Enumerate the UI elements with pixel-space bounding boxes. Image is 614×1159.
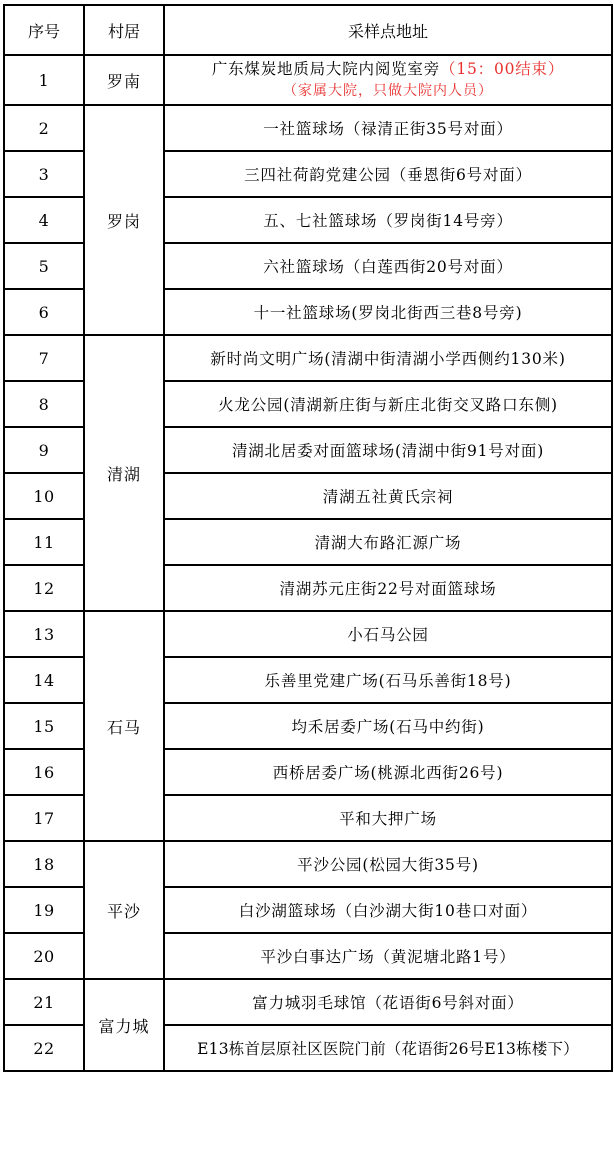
row-address: E13栋首层原社区医院门前（花语街26号E13栋楼下） bbox=[164, 1025, 612, 1071]
table-row bbox=[4, 611, 612, 657]
row-address: 小石马公园 bbox=[164, 611, 612, 657]
village-cell: 罗南 bbox=[84, 55, 164, 105]
table-row bbox=[4, 841, 612, 887]
row-no: 19 bbox=[4, 887, 84, 933]
row-no: 1 bbox=[4, 55, 84, 105]
row-address: 清湖大布路汇源广场 bbox=[164, 519, 612, 565]
row-address bbox=[164, 55, 612, 105]
address-text: 广东煤炭地质局大院内阅览室旁 bbox=[211, 60, 441, 78]
row-address: 富力城羽毛球馆（花语街6号斜对面） bbox=[164, 979, 612, 1025]
row-address: 平沙白事达广场（黄泥塘北路1号） bbox=[164, 933, 612, 979]
table-row bbox=[4, 979, 612, 1025]
row-address: 白沙湖篮球场（白沙湖大街10巷口对面） bbox=[164, 887, 612, 933]
row-no: 16 bbox=[4, 749, 84, 795]
row-address: 清湖五社黄氏宗祠 bbox=[164, 473, 612, 519]
row-no: 8 bbox=[4, 381, 84, 427]
row-address: 十一社篮球场(罗岗北街西三巷8号旁) bbox=[164, 289, 612, 335]
row-address: 六社篮球场（白莲西街20号对面） bbox=[164, 243, 612, 289]
row-address: 火龙公园(清湖新庄街与新庄北街交叉路口东侧) bbox=[164, 381, 612, 427]
row-no: 18 bbox=[4, 841, 84, 887]
header-address: 采样点地址 bbox=[164, 5, 612, 55]
row-no: 9 bbox=[4, 427, 84, 473]
row-no: 13 bbox=[4, 611, 84, 657]
row-address: 清湖北居委对面篮球场(清湖中街91号对面) bbox=[164, 427, 612, 473]
row-no: 22 bbox=[4, 1025, 84, 1071]
row-address: 平沙公园(松园大街35号) bbox=[164, 841, 612, 887]
row-no: 17 bbox=[4, 795, 84, 841]
address-highlight: （15：00结束） bbox=[440, 60, 565, 78]
row-no: 2 bbox=[4, 105, 84, 151]
header-no: 序号 bbox=[4, 5, 84, 55]
village-cell: 平沙 bbox=[84, 841, 164, 979]
row-no: 21 bbox=[4, 979, 84, 1025]
table-header-row bbox=[4, 5, 612, 55]
row-address: 新时尚文明广场(清湖中街清湖小学西侧约130米) bbox=[164, 335, 612, 381]
village-cell: 富力城 bbox=[84, 979, 164, 1071]
table-row bbox=[4, 335, 612, 381]
row-no: 14 bbox=[4, 657, 84, 703]
row-address: 西桥居委广场(桃源北西街26号) bbox=[164, 749, 612, 795]
row-no: 4 bbox=[4, 197, 84, 243]
row-no: 10 bbox=[4, 473, 84, 519]
row-address: 平和大押广场 bbox=[164, 795, 612, 841]
row-no: 20 bbox=[4, 933, 84, 979]
village-cell: 石马 bbox=[84, 611, 164, 841]
row-no: 6 bbox=[4, 289, 84, 335]
village-cell: 罗岗 bbox=[84, 105, 164, 335]
row-address: 乐善里党建广场(石马乐善街18号) bbox=[164, 657, 612, 703]
table-row bbox=[4, 105, 612, 151]
sampling-site-table bbox=[3, 4, 613, 1072]
row-no: 15 bbox=[4, 703, 84, 749]
row-address: 清湖苏元庄街22号对面篮球场 bbox=[164, 565, 612, 611]
row-no: 3 bbox=[4, 151, 84, 197]
table-row bbox=[4, 55, 612, 105]
row-no: 11 bbox=[4, 519, 84, 565]
row-address: 五、七社篮球场（罗岗街14号旁） bbox=[164, 197, 612, 243]
village-cell: 清湖 bbox=[84, 335, 164, 611]
header-village: 村居 bbox=[84, 5, 164, 55]
row-no: 5 bbox=[4, 243, 84, 289]
address-note: （家属大院，只做大院内人员） bbox=[283, 83, 493, 99]
row-no: 7 bbox=[4, 335, 84, 381]
row-address: 三四社荷韵党建公园（垂恩街6号对面） bbox=[164, 151, 612, 197]
row-no: 12 bbox=[4, 565, 84, 611]
row-address: 均禾居委广场(石马中约街) bbox=[164, 703, 612, 749]
row-address: 一社篮球场（禄清正街35号对面） bbox=[164, 105, 612, 151]
